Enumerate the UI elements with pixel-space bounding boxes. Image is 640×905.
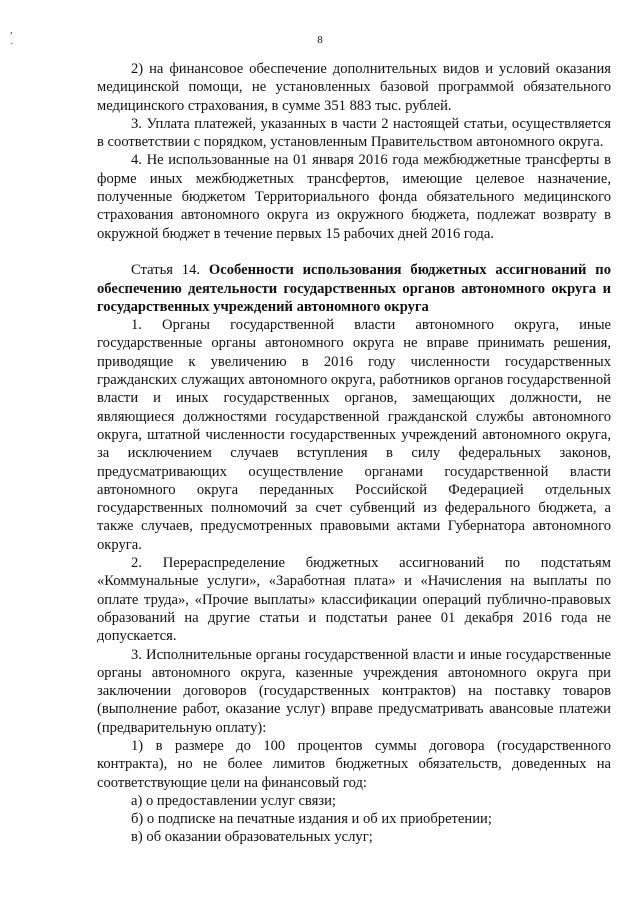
- article-label: Статья 14.: [131, 262, 201, 279]
- article-title: Особенности использования бюджетных ассигнований по обеспечению деятельности государственных органов автономного округа и государственных учреждений автономного округа: [97, 262, 611, 315]
- spacer: [97, 243, 611, 261]
- paragraph: 2) на финансовое обеспечение дополнительных видов и условий оказания медицинской помощи, не установленных базовой программой обязательного медицинского страхования, в сумме 351 883 тыс. рублей.: [97, 61, 611, 114]
- paragraph: 1) в размере до 100 процентов суммы договора (государственного контракта), но не более лимитов бюджетных обязательств, доведенных на соответствующие цели на финансовый год:: [97, 737, 611, 791]
- paragraph: 3. Уплата платежей, указанных в части 2 настоящей статьи, осуществляется в соответствии с порядком, установленным Правительством автономного округа.: [97, 115, 611, 151]
- paragraph: 2. Перераспределение бюджетных ассигнований по подстатьям «Коммунальные услуги», «Заработная плата» и «Начисления на выплаты по оплате труда», «Прочие выплаты» классификации операций публично-правовых образований на другие статьи и подстатьи ранее 01 декабря 2016 года не допускается.: [97, 555, 611, 645]
- document-body: [97, 60, 611, 847]
- list-item: в) об оказании образовательных услуг;: [131, 829, 373, 846]
- margin-mark: ,: [10, 24, 13, 36]
- paragraph: 1. Органы государственной власти автономного округа, иные государственные органы автономного округа не вправе принимать решения, приводящие к увеличению в 2016 году численности государственных гражданских служащих автономного округа, работников органов государственной власти и иных государственных органов, замещающих должности, не являющиеся должностями государственной гражданской службы автономного округа, штатной численности государственных учреждений автономного округа, за исключением случаев вступления в силу федеральных законов, предусматривающих осуществление органами государственной власти автономного округа переданных Российской Федерацией отдельных государственных полномочий за счет субвенций из федерального бюджета, а также случаев, предусмотренных правовыми актами Губернатора автономного округа.: [97, 317, 611, 553]
- page-number: 8: [317, 34, 323, 46]
- list-item: б) о подписке на печатные издания и об их приобретении;: [131, 811, 492, 828]
- paragraph: 3. Исполнительные органы государственной власти и иные государственные органы автономного округа, казенные учреждения автономного округа при заключении договоров (государственных контрактов) на поставку товаров (выполнение работ, оказание услуг) вправе предусматривать авансовые платежи (предварительную оплату):: [97, 646, 611, 736]
- margin-mark: ·: [10, 38, 14, 50]
- list-item: а) о предоставлении услуг связи;: [131, 792, 336, 809]
- paragraph: 4. Не использованные на 01 января 2016 года межбюджетные трансферты в форме иных межбюджетных трансфертов, имеющие целевое назначение, полученные бюджетом Территориального фонда обязательного медицинского страхования автономного округа из окружного бюджета, подлежат возврату в окружной бюджет в течение первых 15 рабочих дней 2016 года.: [97, 152, 611, 242]
- article-heading: [97, 261, 611, 316]
